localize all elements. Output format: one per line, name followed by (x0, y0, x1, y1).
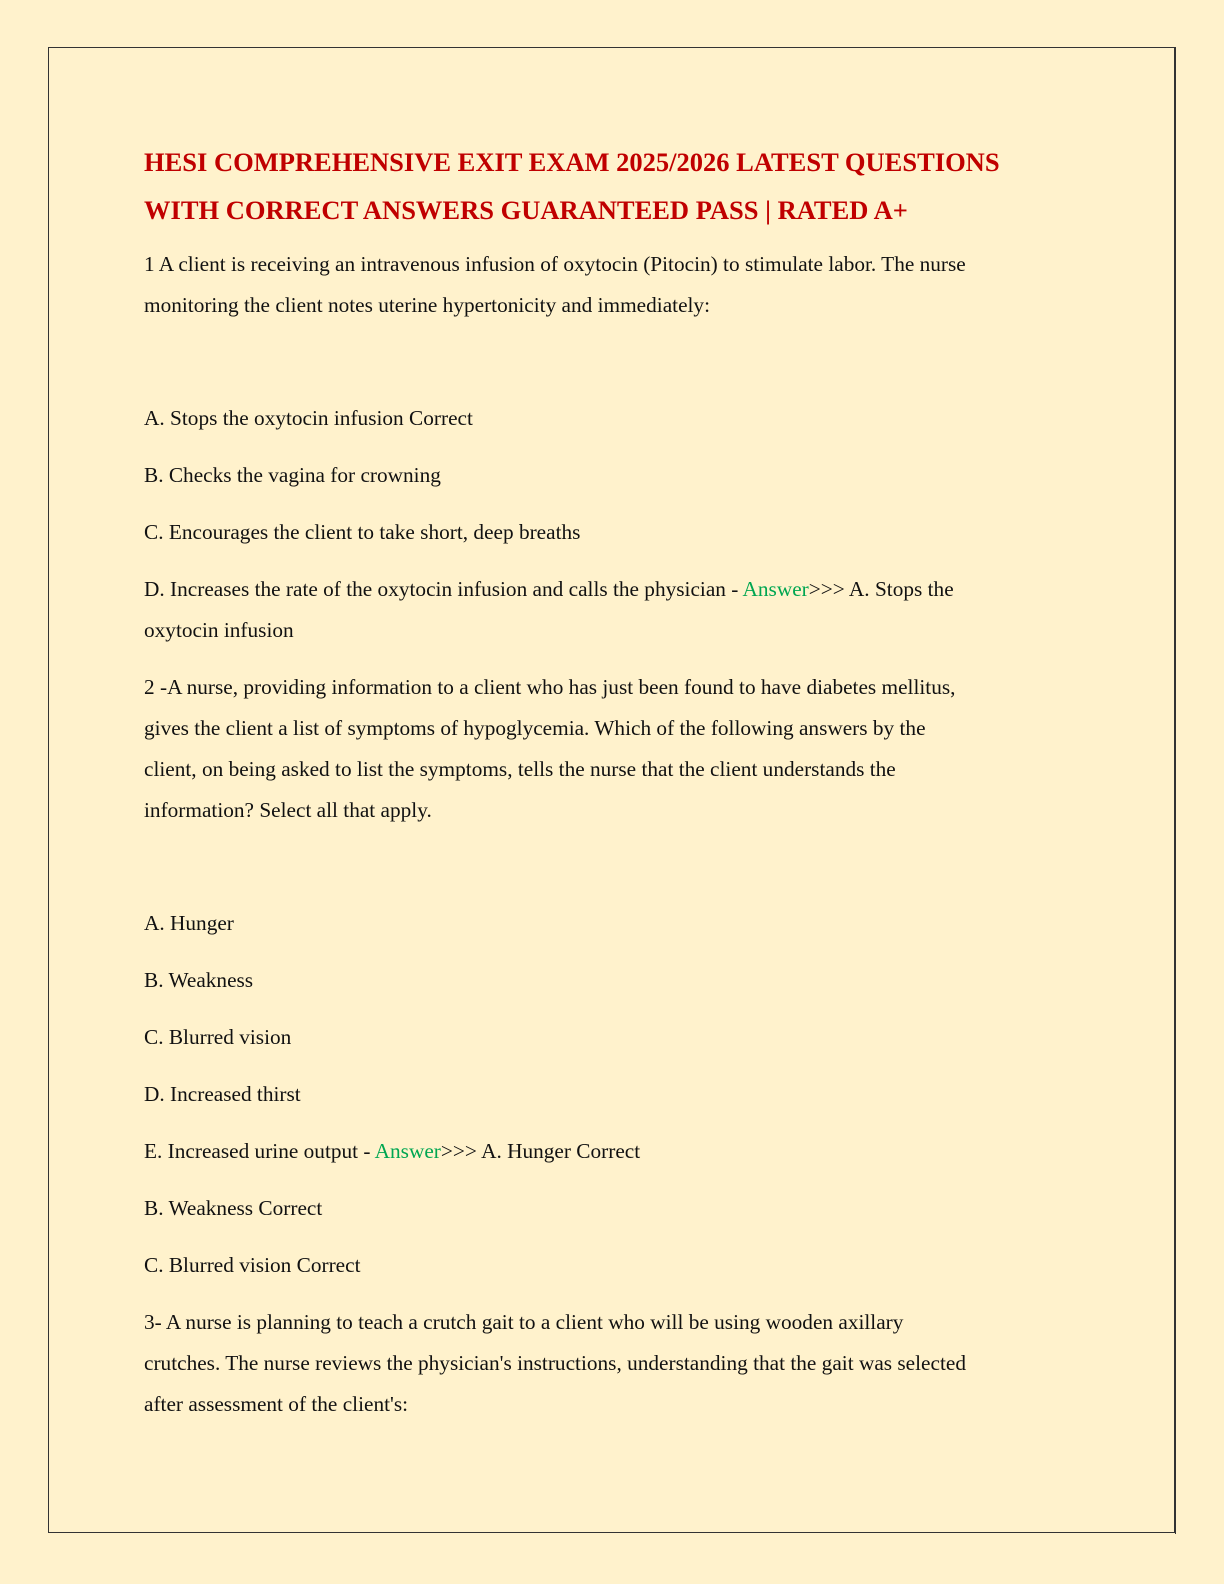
page-border-right-edge (1175, 47, 1176, 1534)
question-3-text: 3- A nurse is planning to teach a crutch gait to a client who will be using wooden axillary crutches. The nurse reviews the physician's instructions, understanding that the gait was selected after assessment of the client's: (144, 1310, 966, 1416)
question-1-option-a: A. Stops the oxytocin infusion Correct (144, 406, 473, 430)
question-1-option-b: B. Checks the vagina for crowning (144, 463, 441, 487)
document-content (144, 138, 1084, 1441)
title-line-1: HESI COMPREHENSIVE EXIT EXAM 2025/2026 LATEST QUESTIONS (144, 147, 1000, 177)
spacer (144, 342, 1084, 398)
question-2-option-b: B. Weakness (144, 968, 254, 992)
question-2-answer-b: B. Weakness Correct (144, 1196, 323, 1220)
question-2-option-e: E. Increased urine output - Answer>>> A. Hunger Correct (144, 1139, 641, 1163)
question-2-option-c: C. Blurred vision (144, 1025, 292, 1049)
question-1-answer-continued: oxytocin infusion (144, 618, 294, 642)
question-2-option-d: D. Increased thirst (144, 1082, 301, 1106)
answer-label: Answer (374, 1139, 441, 1163)
title-line-2: WITH CORRECT ANSWERS GUARANTEED PASS | RATED A+ (144, 195, 908, 225)
spacer (144, 847, 1084, 903)
question-1-option-c: C. Encourages the client to take short, deep breaths (144, 520, 581, 544)
question-2-answer-c: C. Blurred vision Correct (144, 1253, 361, 1277)
question-2-text: 2 -A nurse, providing information to a client who has just been found to have diabetes mellitus, gives the client a list of symptoms of hypoglycemia. Which of the following answers by the client, on being asked to list the symptoms, tells the nurse that the client understands the information? Select all that apply. (144, 675, 956, 822)
document-title (144, 138, 1084, 234)
question-2-option-a: A. Hunger (144, 911, 234, 935)
question-1-text: 1 A client is receiving an intravenous infusion of oxytocin (Pitocin) to stimulate labor. The nurse monitoring the client notes uterine hypertonicity and immediately: (144, 252, 966, 317)
question-1-option-d: D. Increases the rate of the oxytocin infusion and calls the physician - Answer>>> A. Stops the oxytocin infusion (144, 569, 1084, 651)
answer-label: Answer (742, 577, 809, 601)
